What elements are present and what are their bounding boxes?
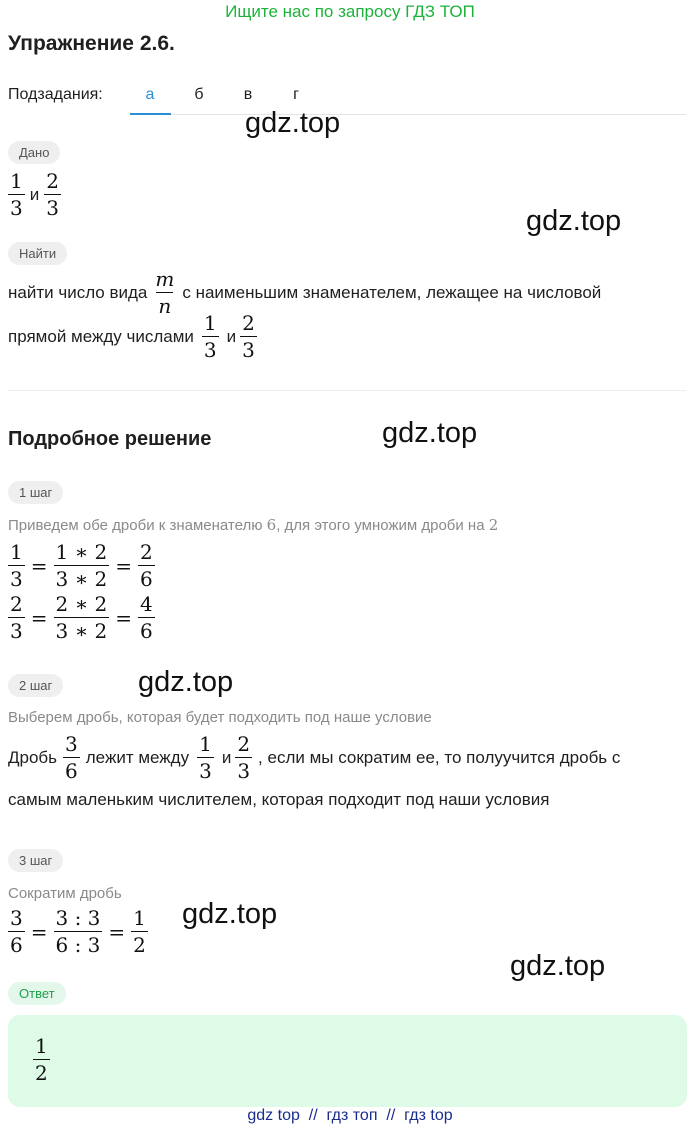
watermark: gdz.top: [526, 205, 622, 237]
fraction: $\frac{1}{3}$: [203, 311, 217, 362]
find-line-2: прямой между числами $\frac{1}{3}$ и $\frac{2}{3}$: [8, 311, 255, 362]
fraction: $\frac{2}{3}$: [237, 732, 251, 783]
step-1-description: Приведем обе дроби к знаменателю 6, для этого умножим дроби на 2: [8, 516, 499, 534]
tab-a[interactable]: а: [145, 86, 155, 103]
step-1-badge: 1 шаг: [8, 481, 63, 504]
given-badge: Дано: [8, 141, 60, 164]
fraction: $\frac{2}{3}$: [242, 311, 255, 362]
step-2-line-2: самым маленьким числителем, которая подходит под наши условия: [8, 790, 550, 809]
subtasks-label: Подзадания:: [8, 86, 103, 103]
tab-v[interactable]: в: [243, 86, 253, 103]
active-tab-indicator: [130, 113, 171, 115]
find-line-1: найти число вида $\frac{m}{n}$ с наименьшим знаменателем, лежащее на числовой: [8, 267, 602, 318]
footer-links[interactable]: gdz top // гдз топ // гдз top: [247, 1107, 453, 1124]
exercise-title: Упражнение 2.6.: [8, 32, 175, 55]
section-divider: [8, 390, 686, 391]
find-badge: Найти: [8, 242, 67, 265]
answer-box: [8, 1015, 687, 1107]
step-2-line-1: Дробь $\frac{3}{6}$ лежит между $\frac{1}{3}$ и $\frac{2}{3}$ , если мы сократим ее, то полуучится дробь с: [8, 732, 621, 783]
step-3-badge: 3 шаг: [8, 849, 63, 872]
step-1-equation-2: $\frac{2}{3}$ = $\frac{2 ∗ 2}{3 ∗ 2}$ = $\frac{4}{6}$: [10, 592, 153, 643]
solution-title: Подробное решение: [8, 428, 212, 450]
fraction-m-over-n: $\frac{m}{n}$: [155, 267, 175, 318]
step-2-badge: 2 шаг: [8, 674, 63, 697]
top-search-link[interactable]: Ищите нас по запросу ГДЗ ТОП: [225, 2, 475, 21]
watermark: gdz.top: [138, 666, 234, 698]
step-1-equation-1: $\frac{1}{3}$ = $\frac{1 ∗ 2}{3 ∗ 2}$ = $\frac{2}{6}$: [10, 540, 153, 591]
watermark: gdz.top: [245, 107, 341, 139]
given-fractions: $\frac{1}{3}$ и $\frac{2}{3}$: [10, 169, 59, 220]
fraction: $\frac{1}{3}$: [10, 169, 23, 220]
step-2-description: Выберем дробь, которая будет подходить под наше условие: [8, 709, 432, 726]
watermark: gdz.top: [510, 950, 606, 982]
watermark: gdz.top: [182, 898, 278, 930]
answer-badge: Ответ: [8, 982, 66, 1005]
fraction: $\frac{1}{3}$: [199, 732, 212, 783]
tab-g[interactable]: г: [293, 86, 299, 103]
tab-b[interactable]: б: [194, 86, 204, 103]
step-3-equation: $\frac{3}{6}$ = $\frac{3 : 3}{6 : 3}$ = $\frac{1}{2}$: [10, 906, 146, 957]
answer-fraction: $\frac{1}{2}$: [35, 1034, 48, 1085]
fraction: $\frac{2}{3}$: [46, 169, 59, 220]
fraction: $\frac{3}{6}$: [65, 732, 78, 783]
step-3-description: Сократим дробь: [8, 885, 122, 902]
watermark: gdz.top: [382, 417, 478, 449]
